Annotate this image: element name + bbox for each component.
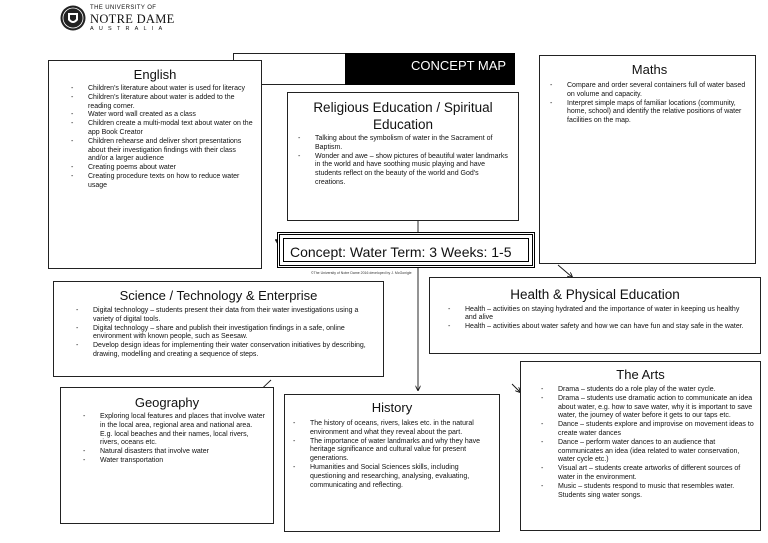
university-crest-icon (60, 4, 86, 32)
list-item: - Digital technology – students present their data from their water investigations using a variety of digital tools. (76, 307, 375, 325)
logo-sub-text: AUSTRALIA (90, 26, 168, 32)
list-item: - Interpret simple maps of familiar locations (community, home, school) and identify the relative positions of water facilities on the map. (550, 100, 749, 126)
list-item: - Drama – students use dramatic action to communicate an idea about water, e.g. how to save water, why it is important to save water, the journey of water before it gets to our taps etc. (541, 395, 754, 421)
list-item: - Natural disasters that involve water (83, 448, 265, 457)
maths-list (550, 82, 749, 126)
english-title: English (133, 67, 177, 82)
list-item: - Develop design ideas for implementing their water conservation initiatives by describing, drawing, modelling and creating a sequence of steps. (76, 342, 375, 360)
list-item: - The importance of water landmarks and why they have heritage significance and cultural value for present generations. (293, 438, 491, 464)
list-item: - Children's literature about water is added to the reading corner. (71, 94, 255, 112)
science-list (76, 307, 375, 360)
list-item: - Music – students respond to music that resembles water. Students sing water songs. (541, 483, 754, 501)
history-list (293, 420, 491, 490)
history-box (284, 394, 500, 532)
arts-title: The Arts (616, 367, 665, 382)
arts-list (541, 386, 754, 500)
health-list (448, 306, 752, 332)
list-item: - Talking about the symbolism of water in the Sacrament of Baptism. (298, 135, 508, 153)
science-title: Science / Technology & Enterprise (119, 288, 318, 303)
concept-map-title: CONCEPT MAP (345, 53, 515, 85)
religious-title: Religious Education / Spiritual Education (313, 100, 493, 132)
list-item: - Health – activities on staying hydrated and the importance of water in keeping us healthy and alive (448, 306, 752, 324)
list-item: - Drama – students do a role play of the water cycle. (541, 386, 754, 395)
copyright-note: ©The University of Notre Dame 2016 developed by J. McGonigle (311, 271, 412, 275)
list-item: - Humanities and Social Sciences skills, including questioning and researching, analysing, evaluating, communicating and reflecting. (293, 464, 491, 490)
list-item: - The history of oceans, rivers, lakes etc. in the natural environment and what they reveal about the part. (293, 420, 491, 438)
health-box (429, 277, 761, 354)
arts-box (520, 361, 761, 531)
geography-title: Geography (134, 395, 200, 410)
maths-box (539, 55, 756, 264)
list-item: - Children rehearse and deliver short presentations about their investigation findings with their class and/or a larger audience (71, 138, 255, 164)
geography-box (60, 387, 274, 524)
concept-box (277, 232, 535, 268)
list-item: - Exploring local features and places that involve water in the local area, regional area and national area. E.g. local beaches and their names, local rivers, rivers, oceans etc. (83, 413, 265, 448)
list-item: - Health – activities about water safety and how we can have fun and stay safe in the water. (448, 323, 752, 332)
list-item: - Water transportation (83, 457, 265, 466)
history-title: History (371, 400, 413, 415)
concept-text: Concept: Water Term: 3 Weeks: 1-5 (283, 238, 529, 262)
english-list (71, 85, 255, 191)
list-item: - Water word wall created as a class (71, 111, 255, 120)
logo-top-line: THE UNIVERSITY OF (90, 5, 157, 11)
list-item: - Dance – perform water dances to an audience that communicates an idea (idea related to water conservation, water cycle etc.) (541, 439, 754, 465)
list-item: - Wonder and awe – show pictures of beautiful water landmarks in the world and have soothing music playing and have students reflect on the beauty of the world and God's creations. (298, 153, 508, 188)
list-item: - Dance – students explore and improvise on movement ideas to create water dances (541, 421, 754, 439)
list-item: - Visual art – students create artworks of different sources of water in the environment. (541, 465, 754, 483)
maths-title: Maths (631, 62, 668, 77)
health-title: Health & Physical Education (510, 287, 680, 302)
list-item: - Compare and order several containers full of water based on volume and capacity. (550, 82, 749, 100)
list-item: - Digital technology – share and publish their investigation findings in a safe, online environment with known people, such as Seesaw. (76, 325, 375, 343)
list-item: - Children's literature about water is used for literacy (71, 85, 255, 94)
english-box (48, 60, 262, 269)
list-item: - Children create a multi-modal text about water on the app Book Creator (71, 120, 255, 138)
religious-list (298, 135, 508, 188)
connector-arts (512, 384, 520, 392)
logo-main-text: NOTRE DAME (90, 12, 175, 26)
list-item: - Creating procedure texts on how to reduce water usage (71, 173, 255, 191)
list-item: - Creating poems about water (71, 164, 255, 173)
university-logo (60, 3, 175, 35)
religious-box (287, 92, 519, 221)
geography-list (83, 413, 265, 466)
science-box (53, 281, 384, 377)
connector-health (558, 265, 572, 277)
